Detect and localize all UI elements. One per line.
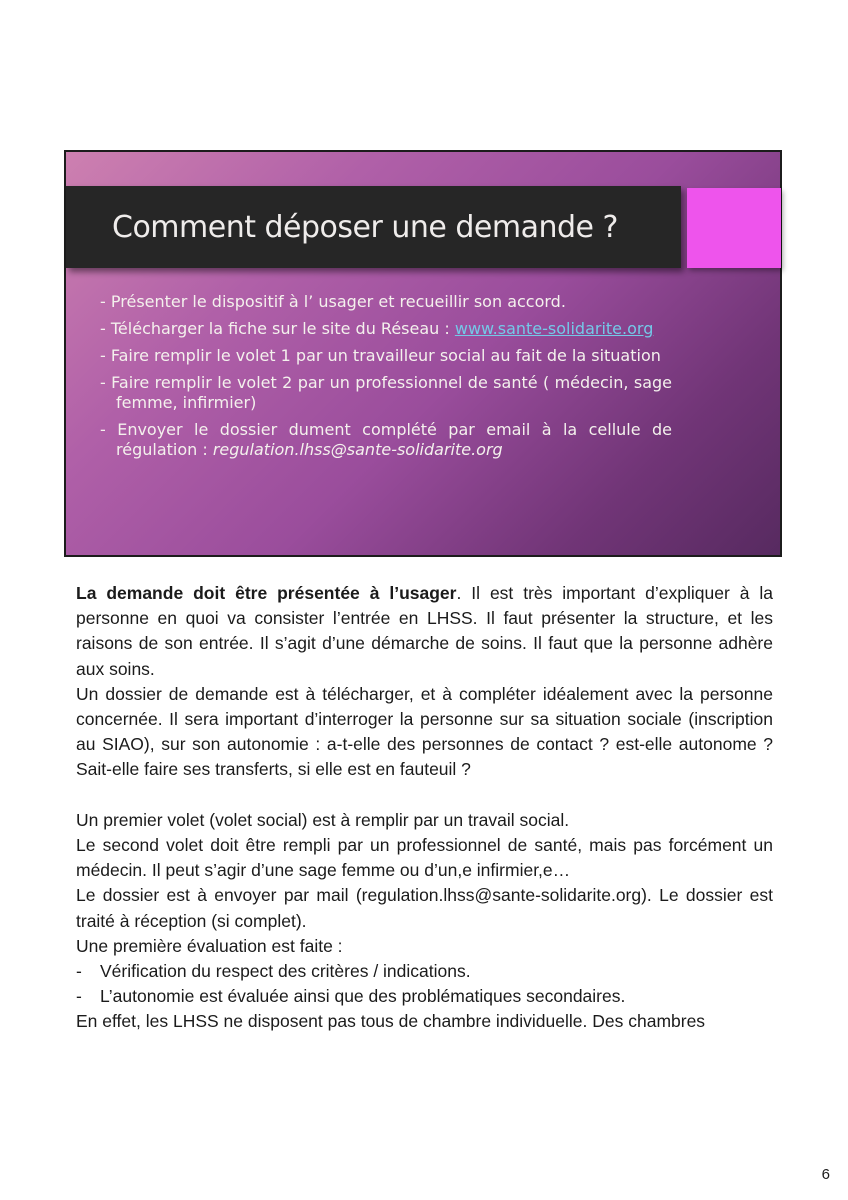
slide-title: Comment déposer une demande ?	[112, 209, 618, 245]
bullet-item	[100, 292, 672, 312]
list-item-text: Vérification du respect des critères / indications.	[100, 961, 471, 982]
list-item	[76, 959, 773, 984]
paragraph-chambres: En effet, les LHSS ne disposent pas tous de chambre individuelle. Des chambres	[76, 1011, 706, 1032]
paragraph-premier-volet: Un premier volet (volet social) est à remplir par un travail social.	[76, 809, 570, 830]
bullet-text: Présenter le dispositif à l’ usager et recueillir son accord.	[110, 292, 566, 311]
slide	[64, 150, 782, 557]
bullet-item	[100, 319, 672, 339]
list-item-text: L’autonomie est évaluée ainsi que des problématiques secondaires.	[100, 986, 626, 1007]
list-marker: -	[76, 961, 82, 982]
list-marker: -	[76, 986, 82, 1007]
bullet-item	[100, 373, 672, 413]
email-text: regulation.lhss@sante-solidarite.org	[212, 440, 503, 459]
paragraph-lead-bold: La demande doit être présentée à l’usager	[76, 583, 457, 603]
paragraph-dossier: Un dossier de demande est à télécharger, et à compléter idéalement avec la personne concernée. Il sera important d’interroger la personne sur sa situation sociale (inscription au SIAO), sur son autonomie : a-t-elle des personnes de contact ? est-elle autonome ? Sait-elle faire ses transferts, si elle est en fauteuil ?	[76, 683, 773, 780]
bullet-marker: -	[100, 420, 106, 439]
bullet-text: Faire remplir le volet 1 par un travailleur social au fait de la situation	[110, 346, 661, 365]
bullet-text: Télécharger la fiche sur le site du Réseau :	[110, 319, 455, 338]
paragraph-demande	[76, 581, 773, 682]
accent-square	[687, 188, 781, 268]
body-text	[76, 581, 773, 1035]
paragraph-second-volet: Le second volet doit être rempli par un professionnel de santé, mais pas forcément un médecin. Il peut s’agir d’une sage femme ou d’un,e infirmier,e…	[76, 835, 773, 881]
page-number: 6	[821, 1166, 830, 1183]
bullet-text: Envoyer le dossier dument complété par email à la cellule de régulation :	[116, 420, 672, 459]
bullet-marker: -	[100, 292, 106, 311]
slide-title-bar	[66, 186, 681, 268]
blank-line	[76, 783, 773, 808]
bullet-marker: -	[100, 319, 106, 338]
website-link[interactable]: www.sante-solidarite.org	[454, 319, 654, 338]
paragraph-rest: . Il est très important d’expliquer à la personne en quoi va consister l’entrée en LHSS. Il faut présenter la structure, et les raisons de son entrée. Il s’agit d’une démarche de soins. Il faut que la personne adhère aux soins.	[76, 583, 773, 679]
list-item	[76, 984, 773, 1009]
bullet-marker: -	[100, 346, 106, 365]
bullet-item	[100, 420, 672, 460]
bullet-text: Faire remplir le volet 2 par un professionnel de santé ( médecin, sage femme, infirmier)	[111, 373, 673, 412]
slide-bullet-list	[100, 292, 672, 467]
bullet-item	[100, 346, 672, 366]
paragraph-envoi-mail: Le dossier est à envoyer par mail (regulation.lhss@sante-solidarite.org). Le dossier est traité à réception (si complet).	[76, 885, 773, 931]
paragraph-evaluation: Une première évaluation est faite :	[76, 935, 343, 956]
bullet-marker: -	[100, 373, 106, 392]
